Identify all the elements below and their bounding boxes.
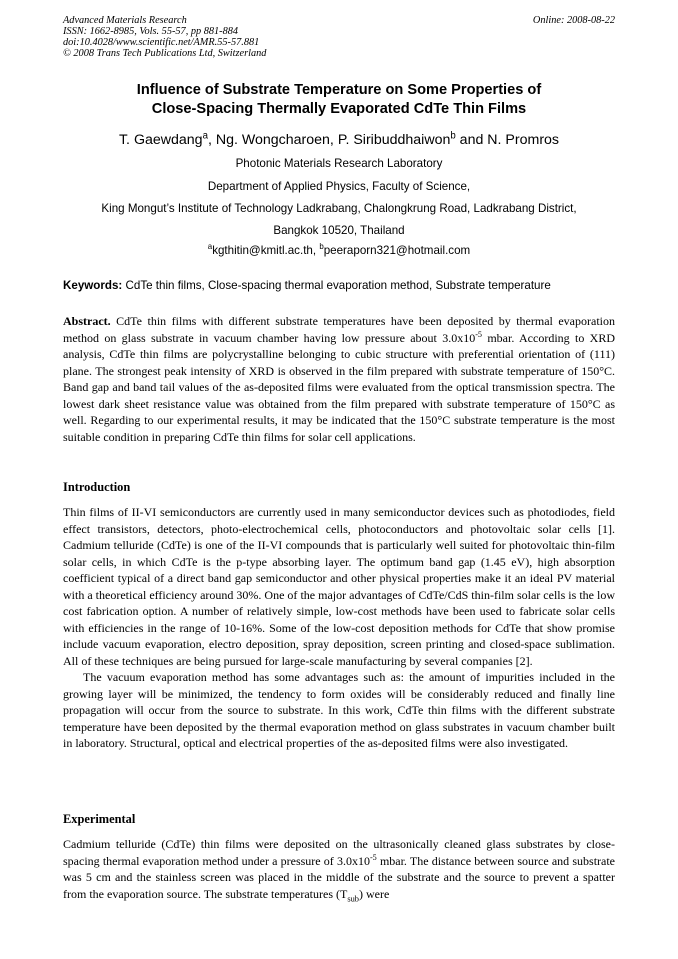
affiliation-line-1: Photonic Materials Research Laboratory [235,157,443,170]
affiliation-line-2: Department of Applied Physics, Faculty of Science, [207,180,471,193]
title-line-2: Close-Spacing Thermally Evaporated CdTe Thin Films [151,101,527,117]
title-line-1: Influence of Substrate Temperature on Some Properties of [136,82,542,98]
abstract-text-1: CdTe thin films with different substrate temperatures have been deposited by thermal evaporation method on glass substrate in vacuum chamber having low pressure about 3.0x10 [63,314,615,345]
online-date: Online: 2008-08-22 [532,15,615,26]
journal-header [63,15,615,59]
author-2-3: , Ng. Wongcharoen, P. Siribuddhaiwon [207,132,451,148]
author-4: and N. Promros [455,132,560,148]
experimental-exponent: -5 [369,852,377,862]
experimental-subscript: sub [347,893,359,903]
experimental-text-1: Cadmium telluride (CdTe) thin films were deposited on the ultrasonically cleaned glass substrates by close-spacing thermal evaporation method under a pressure of 3.0x10 [63,837,615,868]
author-3-affil: b [450,130,456,142]
abstract [63,313,615,445]
keywords-label: Keywords: [63,279,123,292]
abstract-text-2: mbar. According to XRD analysis, CdTe thin films are polycrystalline belonging to cubic structure with preferential orientation of (111) plane. The strongest peak intensity of XRD is observed in the film prepared with substrate temperature of 150°C. Band gap and band tail values of the as-deposited films were evaluated from the optical transmission spectra. The lowest dark sheet resistance value was obtained from the film prepared with substrate temperature of 150°C as well. Regarding to our experimental results, it may be indicated that the 150°C substrate temperature is the most suitable condition in preparing CdTe thin films for solar cell applications. [63,330,615,444]
experimental-text-2: mbar. The distance between source and substrate was 5 cm and the stainless screen was placed in the middle of the substrate and the source to prevent a spatter from the evaporation source. The substrate temperatures (T [63,853,616,901]
paper-title [60,81,618,119]
introduction-body [63,504,615,752]
introduction-heading: Introduction [63,480,131,494]
issn: ISSN: 1662-8985, Vols. 55-57, pp 881-884 [63,26,239,37]
affiliation-line-4: Bangkok 10520, Thailand [273,224,405,237]
experimental-heading: Experimental [63,812,136,826]
introduction-paragraph-2: The vacuum evaporation method has some advantages such as: the amount of impurities included in the growing layer will be minimized, the tendency to form oxides will be considerably reduced and finally line propagation will occur from the source to substrate. In this work, CdTe thin films with the different substrate temperature have been deposited by the thermal evaporation method on glass substrates in vacuum chamber built in laboratory. Structural, optical and electrical properties of the as-deposited films were also investigated. [63,670,615,750]
affiliation-line-3: King Mongut’s Institute of Technology Ladkrabang, Chalongkrung Road, Ladkrabang District, [101,202,577,215]
author-1-affil: a [202,130,208,142]
author-1: T. Gaewdang [118,132,203,148]
experimental-body [63,836,615,902]
email-a-marker: a [207,242,213,252]
email-b[interactable]: peeraporn321@hotmail.com [323,244,471,257]
copyright: © 2008 Trans Tech Publications Ltd, Switzerland [63,48,267,59]
introduction-paragraph-1: Thin films of II-VI semiconductors are currently used in many semiconductor devices such as photodiodes, field effect transistors, detectors, photo-electrochemical cells, photoconductors and photovoltaic solar cells [1]. Cadmium telluride (CdTe) is one of the II-VI compounds that is particularly well suited for photovoltaic thin-film solar cells, in which CdTe is the p-type absorbing layer. The optimum band gap (1.45 eV), high absorption coefficient typical of a direct band gap semiconductor and other physical properties make it an ideal PV material with a theoretical efficiency around 30%. One of the major advantages of CdTe/CdS thin-film solar cells is the low cost fabrication option. A number of relatively simple, low-cost methods have been used to fabricate solar cells with efficiencies in the range of 10-16%. Some of the low-cost deposition methods for CdTe that show promise include vacuum evaporation, electro deposition, spray deposition, screen printing and closed-space sublimation. All of these techniques are being pursued for large-scale manufacturing by several companies [2]. [63,505,615,668]
abstract-exponent: -5 [475,329,483,339]
keywords [63,278,615,293]
email-a[interactable]: kgthitin@kmitl.ac.th, [212,244,320,257]
author-list [60,131,618,149]
email-b-marker: b [319,242,324,252]
doi: doi:10.4028/www.scientific.net/AMR.55-57.881 [63,37,260,48]
journal-name: Advanced Materials Research [63,15,187,26]
keywords-text: CdTe thin films, Close-spacing thermal evaporation method, Substrate temperature [122,279,551,292]
experimental-text-3: ) were [358,886,390,901]
email-line [60,244,618,258]
abstract-label: Abstract. [63,314,111,328]
